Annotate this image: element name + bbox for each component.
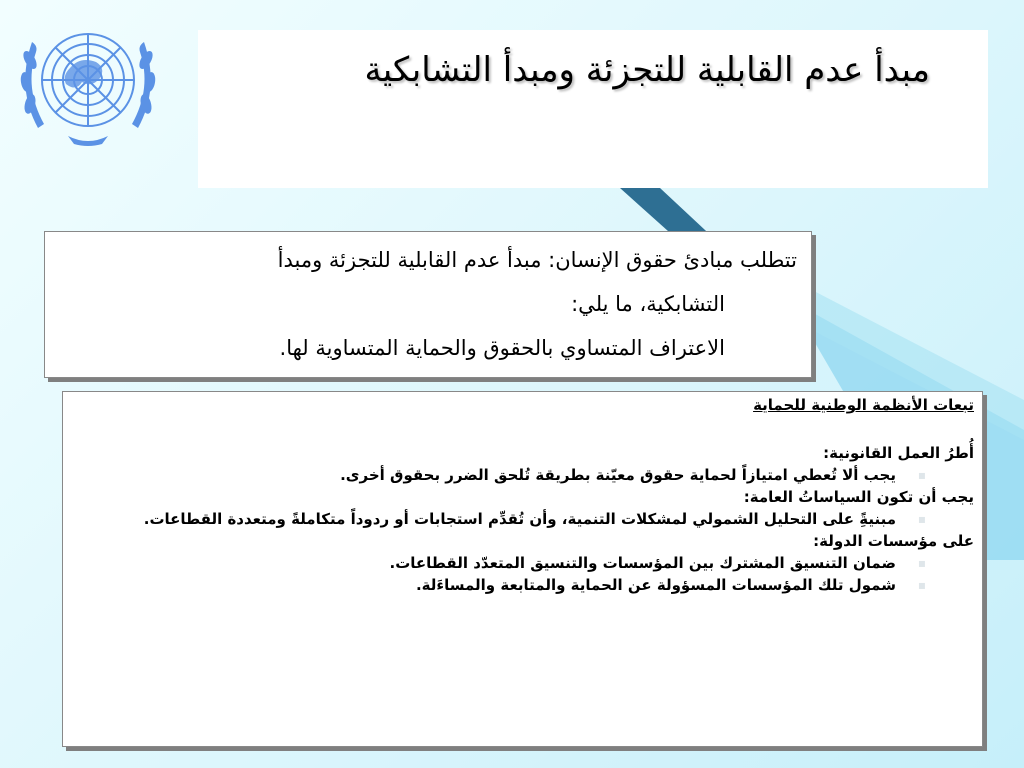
intro-box <box>44 231 812 378</box>
policy-item-text: مبنيةًِ على التحليل الشمولي لمشكلات التنمية، وأن تُقدِّم استجابات أو ردوداً متكاملةً ومتعددة القطاعات. <box>143 510 896 528</box>
institutions-item-text: ضمان التنسيق المشترك بين المؤسسات والتنسيق المتعدّد القطاعات. <box>389 554 896 572</box>
details-heading: تبعات الأنظمة الوطنية للحماية <box>753 396 974 414</box>
intro-line-2: التشابكية، ما يلي: <box>571 292 725 316</box>
list-item <box>77 464 974 486</box>
list-item <box>77 552 974 574</box>
spacer <box>77 416 974 442</box>
un-emblem-icon <box>8 10 168 150</box>
title-box <box>198 30 988 188</box>
intro-line-1: تتطلب مبادئ حقوق الإنسان: مبدأ عدم القابلية للتجزئة ومبدأ <box>277 248 797 272</box>
legal-item-text: يجب ألا تُعطي امتيازاً لحماية حقوق معيّنة بطريقة تُلحق الضرر بحقوق أخرى. <box>340 466 896 484</box>
institutions-item-text: شمول تلك المؤسسات المسؤولة عن الحماية والمتابعة والمساءَلة. <box>415 576 896 594</box>
intro-line-3: الاعتراف المتساوي بالحقوق والحماية المتساوية لها. <box>279 336 725 360</box>
institutions-label: على مؤسسات الدولة: <box>813 532 974 550</box>
list-item <box>77 574 974 596</box>
square-bullet-icon: ▪ <box>917 556 926 570</box>
legal-label: أُطرُ العمل القانونية: <box>823 444 974 462</box>
square-bullet-icon: ▪ <box>917 512 926 526</box>
square-bullet-icon: ▪ <box>917 468 926 482</box>
policy-label: يجب أن تكون السياساتُ العامة: <box>743 488 974 506</box>
details-box <box>62 391 983 747</box>
list-item <box>77 508 974 530</box>
square-bullet-icon: ▪ <box>917 578 926 592</box>
slide-title: مبدأ عدم القابلية للتجزئة ومبدأ التشابكية <box>364 50 930 90</box>
